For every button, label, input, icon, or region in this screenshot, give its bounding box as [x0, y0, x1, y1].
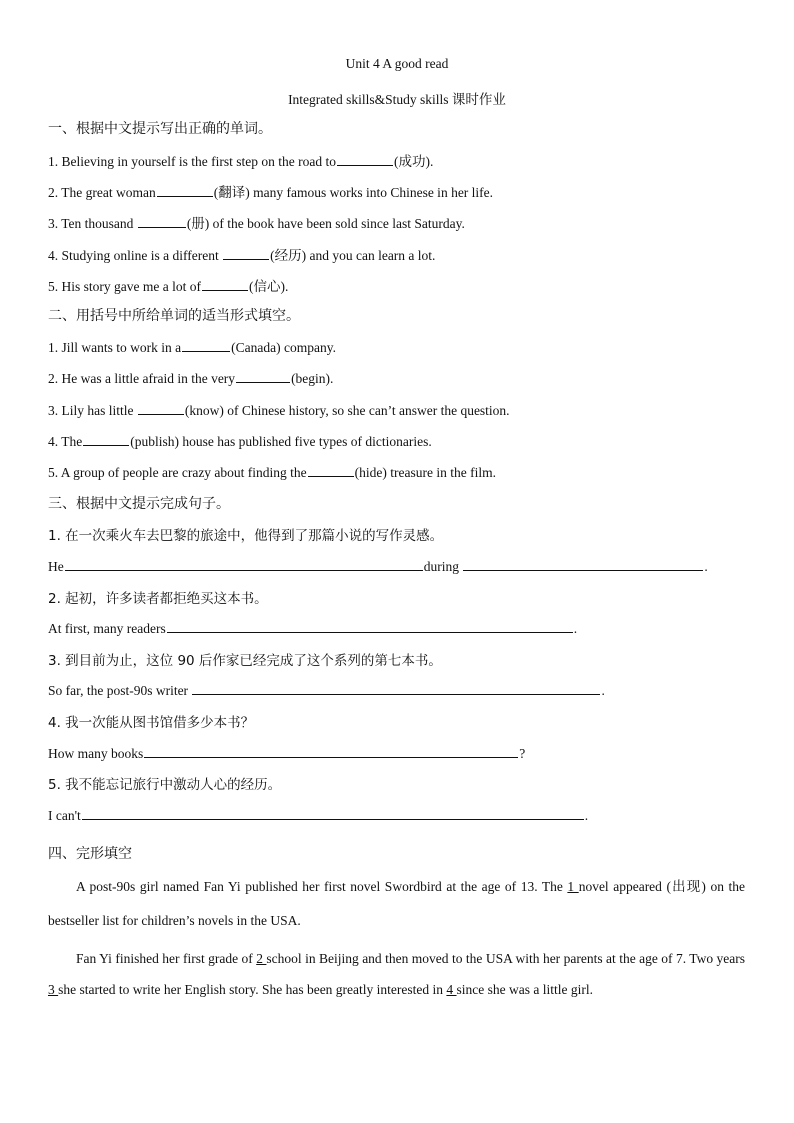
- s2-item-5: [48, 462, 496, 481]
- s2-item-3-hint: (know) of Chinese history, so she can’t answer the question.: [184, 403, 510, 418]
- s3-answer-4: [48, 743, 525, 762]
- s2-blank-2[interactable]: [236, 368, 290, 383]
- cloze-p2-text-d: since she was a little girl.: [456, 982, 593, 997]
- s1-blank-3[interactable]: [138, 213, 186, 228]
- s1-item-3-hint: (册) of the book have been sold since last Saturday.: [186, 216, 465, 231]
- s3-answer-2: [48, 618, 577, 637]
- s3-answer-3-start: So far, the post-90s writer: [48, 683, 192, 698]
- s1-blank-1[interactable]: [337, 151, 393, 166]
- s1-item-4: [48, 244, 435, 264]
- s2-item-1: [48, 337, 336, 356]
- s3-blank-1b[interactable]: [463, 556, 703, 571]
- s3-answer-5: [48, 805, 588, 824]
- s3-answer-3: [48, 680, 605, 699]
- s2-item-4: [48, 431, 432, 450]
- s3-answer-2-start: At first, many readers: [48, 621, 166, 636]
- s3-answer-2-end: .: [573, 621, 578, 636]
- s1-item-1-hint: (成功).: [393, 154, 434, 169]
- page-subtitle: Integrated skills&Study skills 课时作业: [288, 92, 506, 107]
- s3-prompt-5: 5. 我不能忘记旅行中激动人心的经历。: [48, 777, 282, 793]
- section3-heading: 三、根据中文提示完成句子。: [48, 496, 230, 512]
- s1-blank-5[interactable]: [202, 276, 248, 291]
- cloze-blank-3[interactable]: 3: [48, 982, 59, 997]
- cloze-paragraph-2: [48, 943, 745, 1005]
- s3-answer-1-start: He: [48, 559, 64, 574]
- s2-item-4-hint: (publish) house has published five types of dictionaries.: [130, 434, 432, 449]
- s3-prompt-3: 3. 到目前为止，这位 90 后作家已经完成了这个系列的第七本书。: [48, 653, 442, 669]
- s2-item-3-text: 3. Lily has little: [48, 403, 137, 418]
- cloze-blank-4[interactable]: 4: [446, 982, 457, 997]
- s2-item-5-hint: (hide) treasure in the film.: [354, 465, 496, 480]
- s1-item-3: [48, 212, 465, 232]
- s2-blank-1[interactable]: [182, 337, 230, 352]
- s3-blank-4[interactable]: [144, 743, 518, 758]
- cloze-p2-text-c: she started to write her English story. She has been greatly interested in: [58, 982, 447, 997]
- s2-item-2-hint: (begin).: [291, 371, 334, 386]
- s3-blank-3[interactable]: [192, 680, 600, 695]
- s3-blank-1a[interactable]: [65, 556, 423, 571]
- s2-item-3: [48, 400, 510, 419]
- s1-item-3-text: 3. Ten thousand: [48, 216, 137, 231]
- s3-answer-3-end: .: [601, 683, 605, 698]
- s2-item-5-text: 5. A group of people are crazy about finding the: [48, 465, 307, 480]
- s3-answer-5-end: .: [584, 808, 589, 823]
- cloze-blank-2[interactable]: 2: [256, 951, 267, 966]
- s1-item-1-text: 1. Believing in yourself is the first step on the road to: [48, 154, 336, 169]
- s1-item-2: [48, 181, 493, 201]
- s2-item-2: [48, 368, 333, 387]
- s2-item-2-text: 2. He was a little afraid in the very: [48, 371, 236, 386]
- s3-answer-4-end: ?: [519, 746, 526, 761]
- s3-answer-5-start: I can't: [48, 808, 81, 823]
- s1-item-1: [48, 150, 433, 170]
- cloze-p1-text-b: novel appeared (出现) on the bestseller list for children’s novels in the USA.: [48, 879, 745, 928]
- section1-heading: 一、根据中文提示写出正确的单词。: [48, 121, 272, 137]
- page-title: Unit 4 A good read: [345, 56, 449, 71]
- s1-blank-2[interactable]: [157, 182, 213, 197]
- s3-prompt-4: 4. 我一次能从图书馆借多少本书？: [48, 715, 255, 731]
- s3-answer-1: [48, 556, 708, 575]
- s3-blank-2[interactable]: [167, 618, 573, 633]
- s2-item-1-text: 1. Jill wants to work in a: [48, 340, 182, 355]
- s3-answer-4-start: How many books: [48, 746, 144, 761]
- s1-item-2-text: 2. The great woman: [48, 185, 156, 200]
- s2-blank-3[interactable]: [138, 400, 184, 415]
- s2-item-4-text: 4. The: [48, 434, 83, 449]
- s2-blank-5[interactable]: [308, 462, 354, 477]
- cloze-p1-text-a: A post-90s girl named Fan Yi published her first novel Swordbird at the age of 13. The: [76, 879, 568, 894]
- s3-answer-1-mid: during: [423, 559, 463, 574]
- cloze-blank-1[interactable]: 1: [567, 879, 579, 894]
- s1-blank-4[interactable]: [223, 245, 269, 260]
- s3-prompt-2: 2. 起初，许多读者都拒绝买这本书。: [48, 591, 268, 607]
- cloze-p2-text-a: Fan Yi finished her first grade of: [76, 951, 257, 966]
- s1-item-4-text: 4. Studying online is a different: [48, 248, 223, 263]
- s3-prompt-1: 1. 在一次乘火车去巴黎的旅途中，他得到了那篇小说的写作灵感。: [48, 528, 444, 544]
- s3-answer-1-end: .: [704, 559, 708, 574]
- s1-item-5-text: 5. His story gave me a lot of: [48, 279, 201, 294]
- cloze-p2-text-b: school in Beijing and then moved to the USA with her parents at the age of 7. Two years: [266, 951, 745, 966]
- s3-blank-5[interactable]: [82, 805, 584, 820]
- s1-item-5: [48, 275, 288, 295]
- s2-item-1-hint: (Canada) company.: [231, 340, 336, 355]
- s1-item-4-hint: (经历) and you can learn a lot.: [270, 248, 436, 263]
- section2-heading: 二、用括号中所给单词的适当形式填空。: [48, 308, 300, 324]
- s2-blank-4[interactable]: [83, 431, 129, 446]
- s1-item-2-hint: (翻译) many famous works into Chinese in her life.: [213, 185, 494, 200]
- section4-heading: 四、完形填空: [48, 846, 132, 862]
- s1-item-5-hint: (信心).: [248, 279, 289, 294]
- cloze-paragraph-1: [48, 870, 745, 938]
